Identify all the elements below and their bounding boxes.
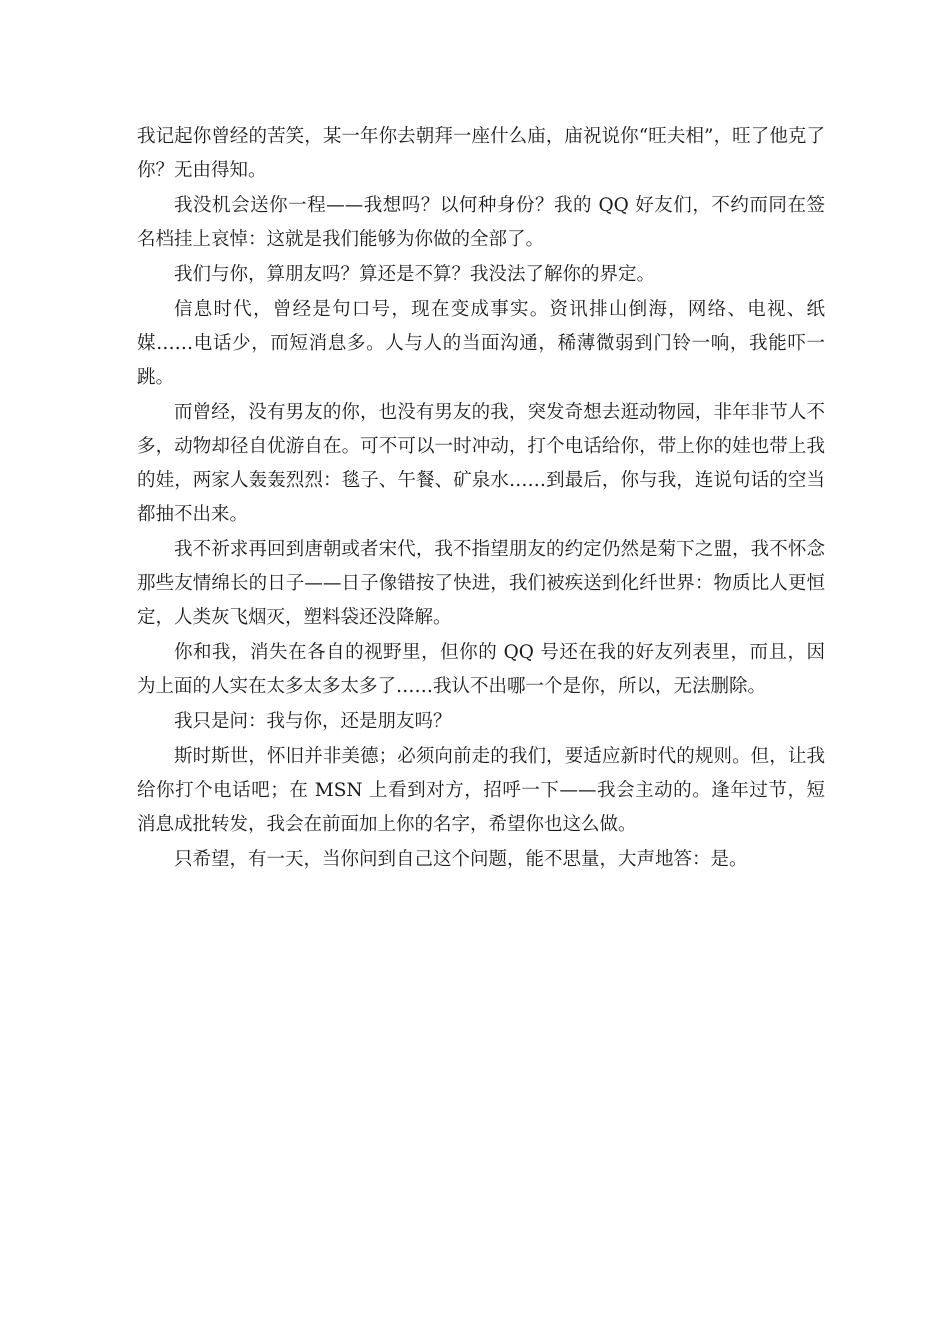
paragraph-10: 只希望，有一天，当你问到自己这个问题，能不思量，大声地答：是。 [174,849,748,870]
paragraph-5: 而曾经，没有男友的你，也没有男友的我，突发奇想去逛动物园，非年非节人不多，动物却径自优游自在。可不可以一时冲动，打个电话给你，带上你的娃也带上我的娃，两家人轰轰烈烈：毯子、午餐、矿泉水……到最后，你与我，连说句话的空当都抽不出来。 [137,402,825,525]
paragraph-1: 我记起你曾经的苦笑，某一年你去朝拜一座什么庙，庙祝说你“旺夫相”，旺了他克了你？无由得知。 [137,126,825,181]
paragraph-9: 斯时斯世，怀旧并非美德；必须向前走的我们，要适应新时代的规则。但，让我给你打个电话吧；在 MSN 上看到对方，招呼一下——我会主动的。逢年过节，短消息成批转发，我会在前面加上你的名字，希望你也这么做。 [137,746,825,835]
paragraph-6: 我不祈求再回到唐朝或者宋代，我不指望朋友的约定仍然是菊下之盟，我不怀念那些友情绵长的日子——日子像错按了快进，我们被疾送到化纤世界：物质比人更恒定，人类灰飞烟灭，塑料袋还没降解。 [137,539,825,628]
paragraph-8: 我只是问：我与你，还是朋友吗？ [174,711,452,732]
paragraph-4: 信息时代，曾经是句口号，现在变成事实。资讯排山倒海，网络、电视、纸媒……电话少，而短消息多。人与人的当面沟通，稀薄微弱到门铃一响，我能吓一跳。 [137,299,825,388]
paragraph-3: 我们与你，算朋友吗？算还是不算？我没法了解你的界定。 [174,264,656,285]
paragraph-7: 你和我，消失在各自的视野里，但你的 QQ 号还在我的好友列表里，而且，因为上面的人实在太多太多太多了……我认不出哪一个是你，所以，无法删除。 [137,642,825,697]
paragraph-2: 我没机会送你一程——我想吗？以何种身份？我的 QQ 好友们，不约而同在签名档挂上哀悼：这就是我们能够为你做的全部了。 [137,195,825,250]
article-body [137,120,825,878]
